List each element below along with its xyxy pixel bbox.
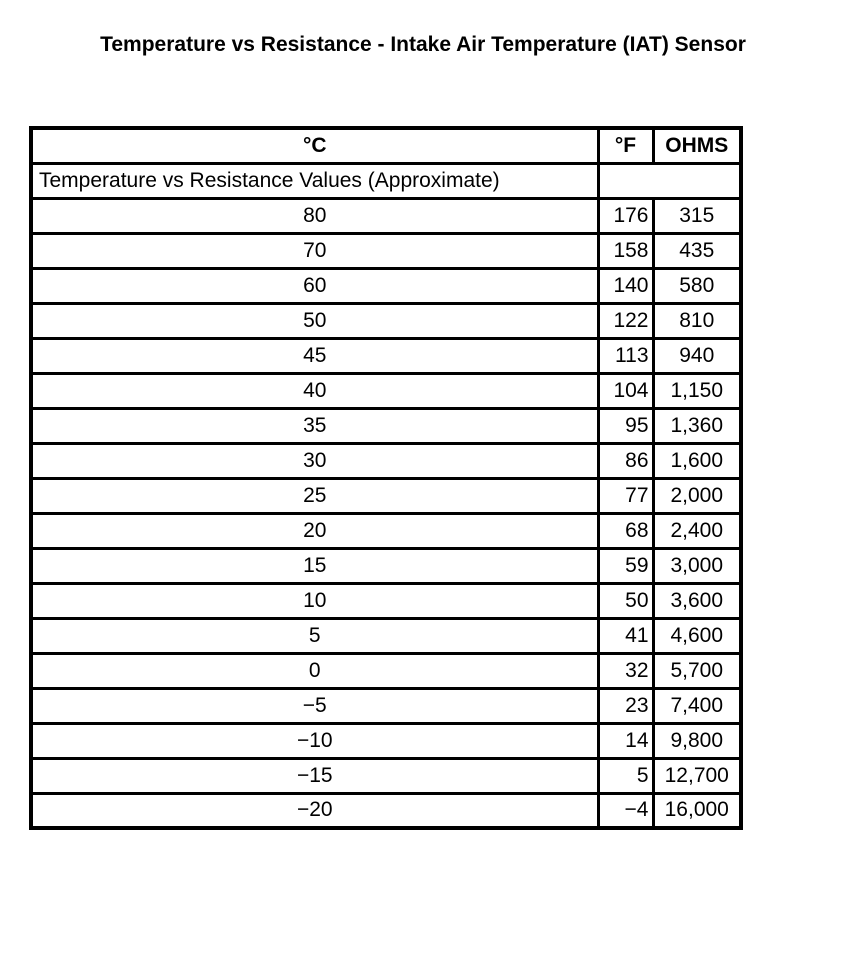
celsius-cell: 5 (31, 618, 598, 653)
fahrenheit-cell: 176 (598, 198, 653, 233)
ohms-cell: 7,400 (653, 688, 741, 723)
ohms-cell: 1,360 (653, 408, 741, 443)
ohms-cell: 580 (653, 268, 741, 303)
temperature-resistance-table (29, 126, 743, 830)
table-row (31, 688, 741, 723)
ohms-cell: 1,600 (653, 443, 741, 478)
fahrenheit-cell: 32 (598, 653, 653, 688)
fahrenheit-cell: 95 (598, 408, 653, 443)
fahrenheit-cell: 23 (598, 688, 653, 723)
celsius-cell: 70 (31, 233, 598, 268)
ohms-cell: 2,000 (653, 478, 741, 513)
celsius-cell: 35 (31, 408, 598, 443)
celsius-cell: 20 (31, 513, 598, 548)
table-row (31, 758, 741, 793)
ohms-header: OHMS (653, 128, 741, 163)
fahrenheit-cell: 5 (598, 758, 653, 793)
subheader-empty-cell (598, 163, 741, 198)
fahrenheit-cell: 122 (598, 303, 653, 338)
table-row (31, 548, 741, 583)
ohms-cell: 940 (653, 338, 741, 373)
table-row (31, 408, 741, 443)
celsius-cell: 25 (31, 478, 598, 513)
fahrenheit-cell: 14 (598, 723, 653, 758)
celsius-cell: 40 (31, 373, 598, 408)
table-row (31, 653, 741, 688)
ohms-cell: 16,000 (653, 793, 741, 828)
table-row (31, 268, 741, 303)
celsius-cell: −5 (31, 688, 598, 723)
celsius-cell: −15 (31, 758, 598, 793)
fahrenheit-cell: 41 (598, 618, 653, 653)
table-row (31, 443, 741, 478)
ohms-cell: 3,600 (653, 583, 741, 618)
fahrenheit-cell: 50 (598, 583, 653, 618)
fahrenheit-cell: 104 (598, 373, 653, 408)
fahrenheit-cell: −4 (598, 793, 653, 828)
table-row (31, 338, 741, 373)
table-row (31, 723, 741, 758)
fahrenheit-header: °F (598, 128, 653, 163)
celsius-cell: 50 (31, 303, 598, 338)
table-row (31, 198, 741, 233)
table-row (31, 478, 741, 513)
ohms-cell: 9,800 (653, 723, 741, 758)
celsius-cell: −10 (31, 723, 598, 758)
table-body (31, 128, 741, 828)
page-title: Temperature vs Resistance - Intake Air Temperature (IAT) Sensor (100, 33, 746, 56)
ohms-cell: 5,700 (653, 653, 741, 688)
ohms-cell: 2,400 (653, 513, 741, 548)
celsius-header: °C (31, 128, 598, 163)
table-row (31, 303, 741, 338)
table-row (31, 793, 741, 828)
celsius-cell: 45 (31, 338, 598, 373)
table-row (31, 618, 741, 653)
ohms-cell: 315 (653, 198, 741, 233)
table-row (31, 513, 741, 548)
table-row (31, 583, 741, 618)
fahrenheit-cell: 158 (598, 233, 653, 268)
header-row (31, 128, 741, 163)
ohms-cell: 1,150 (653, 373, 741, 408)
fahrenheit-cell: 68 (598, 513, 653, 548)
celsius-cell: 80 (31, 198, 598, 233)
fahrenheit-cell: 59 (598, 548, 653, 583)
ohms-cell: 12,700 (653, 758, 741, 793)
fahrenheit-cell: 140 (598, 268, 653, 303)
fahrenheit-cell: 86 (598, 443, 653, 478)
celsius-cell: 60 (31, 268, 598, 303)
celsius-cell: 30 (31, 443, 598, 478)
fahrenheit-cell: 77 (598, 478, 653, 513)
celsius-cell: −20 (31, 793, 598, 828)
subheader-row (31, 163, 741, 198)
table-row (31, 233, 741, 268)
ohms-cell: 4,600 (653, 618, 741, 653)
fahrenheit-cell: 113 (598, 338, 653, 373)
ohms-cell: 810 (653, 303, 741, 338)
ohms-cell: 3,000 (653, 548, 741, 583)
celsius-cell: 0 (31, 653, 598, 688)
subheader-label: Temperature vs Resistance Values (Approximate) (31, 163, 598, 198)
celsius-cell: 10 (31, 583, 598, 618)
table-row (31, 373, 741, 408)
ohms-cell: 435 (653, 233, 741, 268)
celsius-cell: 15 (31, 548, 598, 583)
